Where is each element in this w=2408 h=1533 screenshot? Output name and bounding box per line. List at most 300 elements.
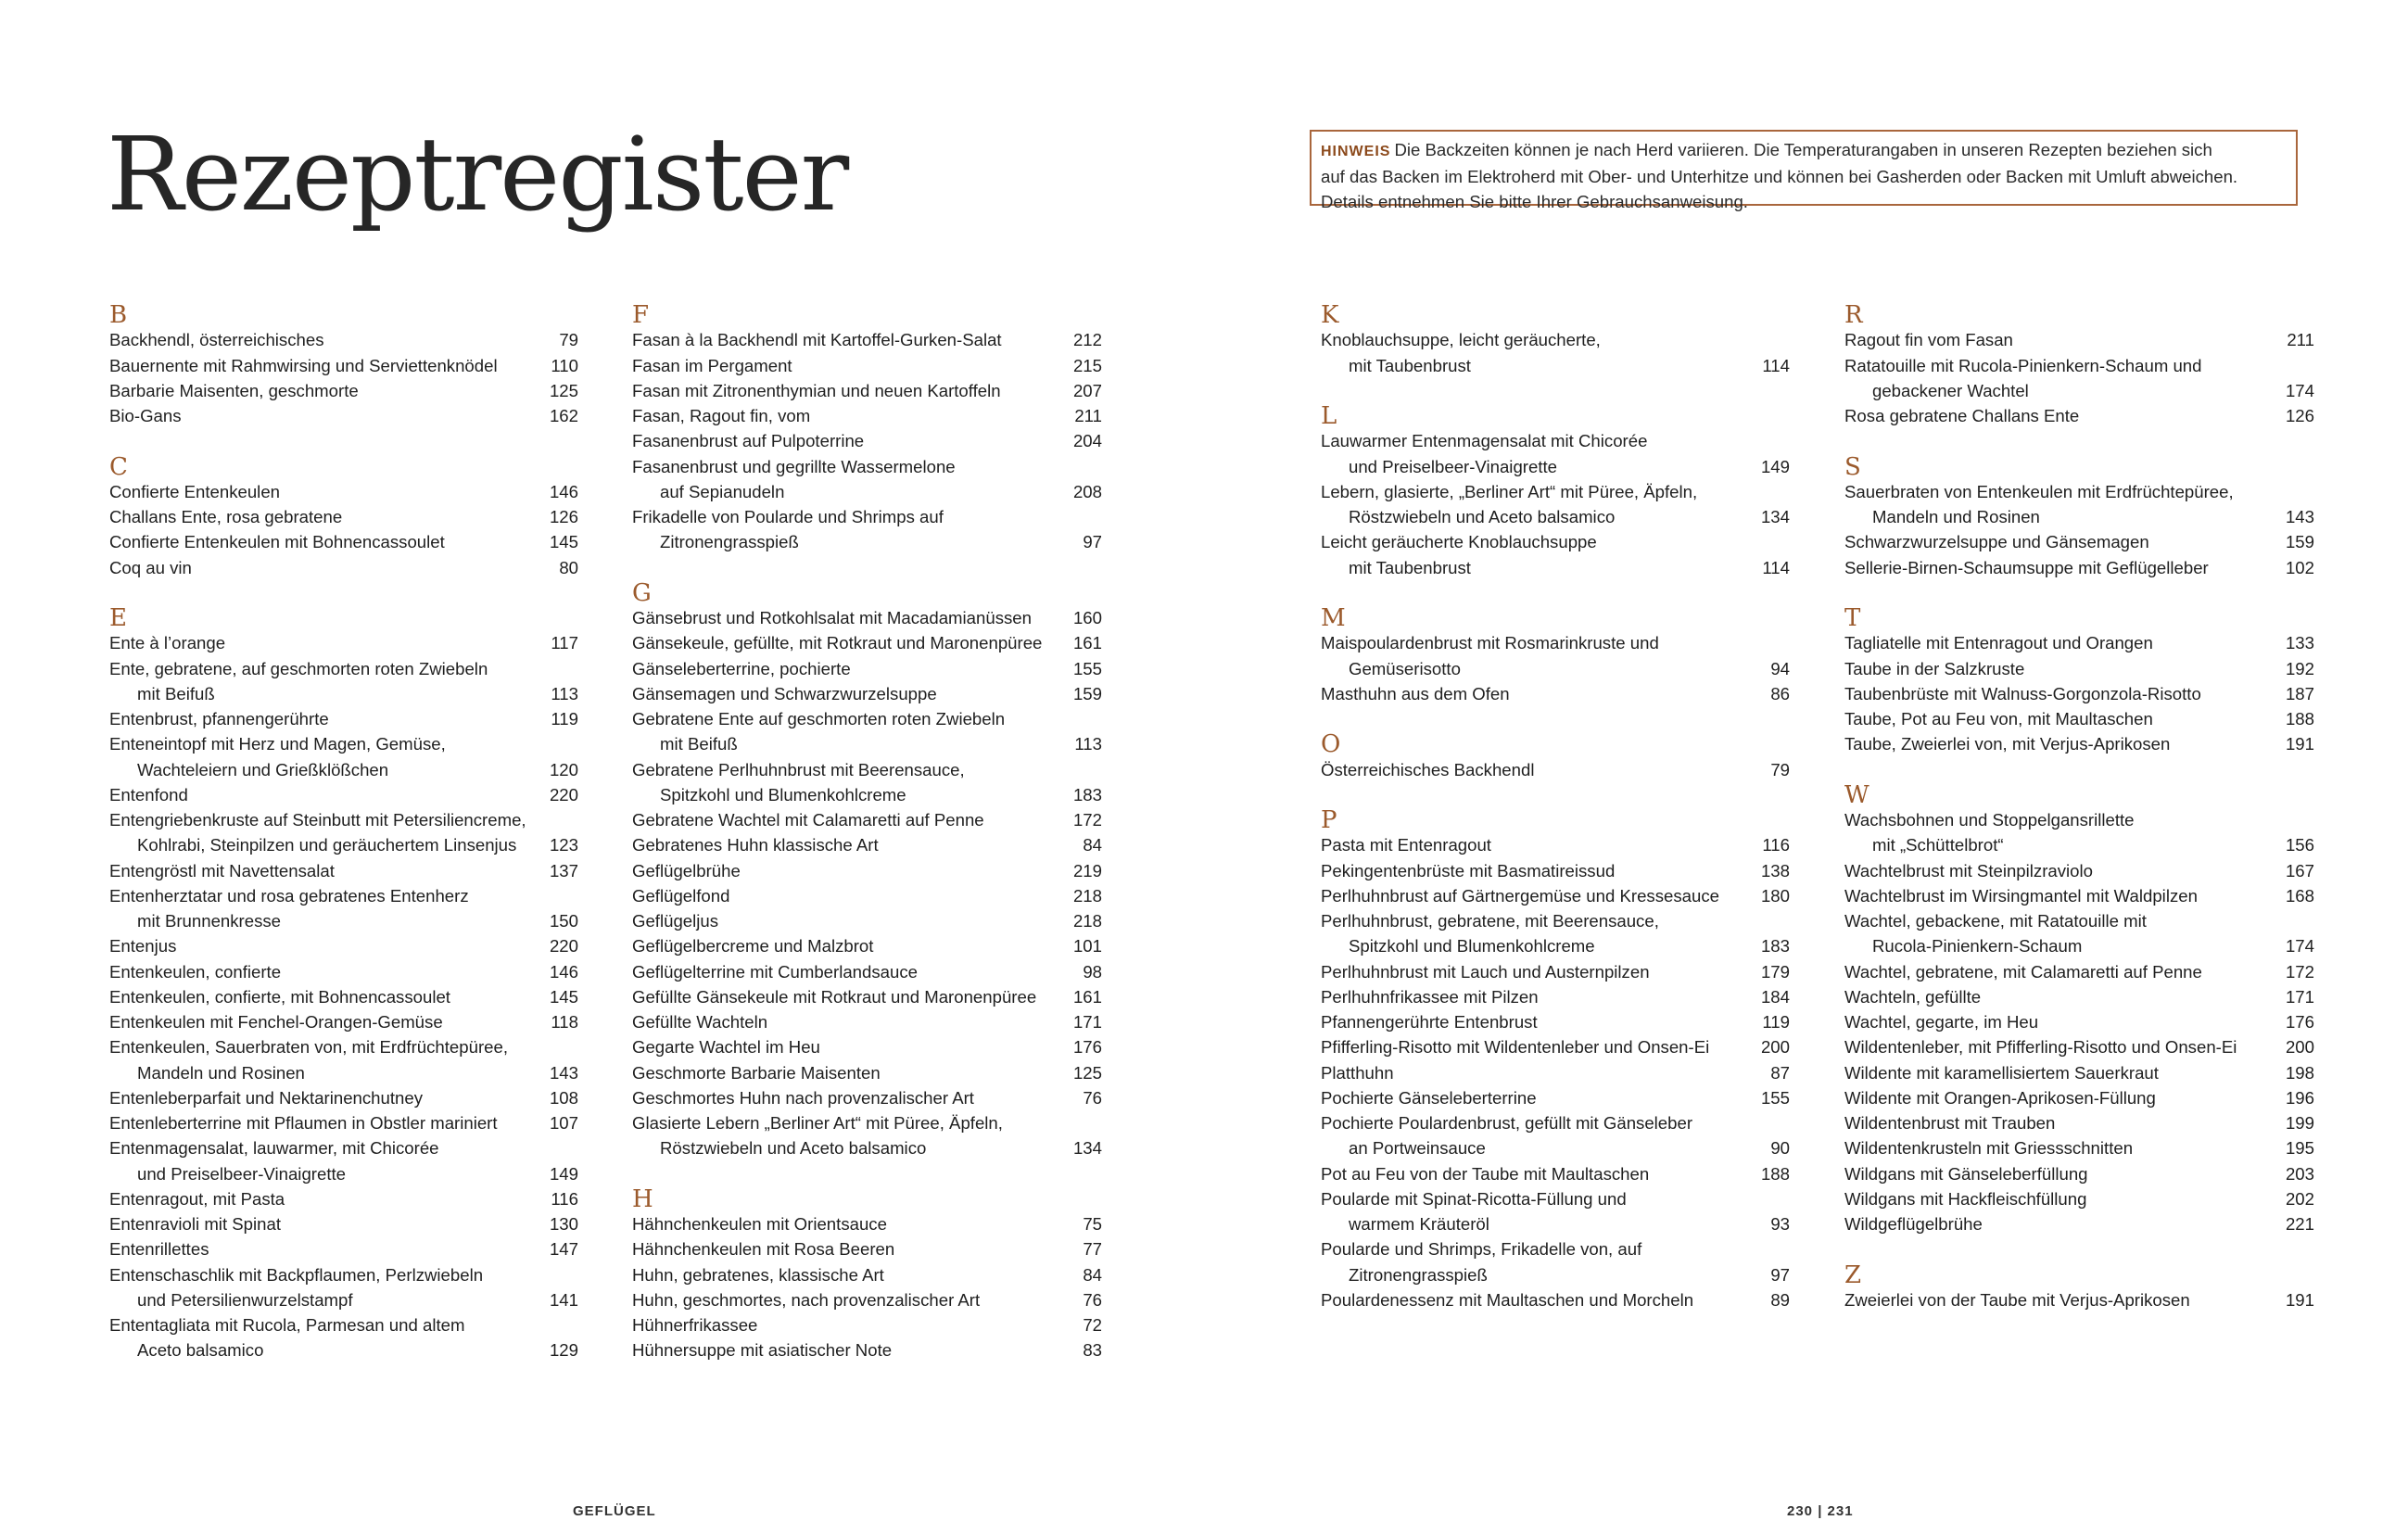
- index-entry: [1844, 807, 2314, 858]
- entry-page-number: 150: [549, 911, 578, 931]
- entry-continuation: auf Sepianudeln: [660, 481, 785, 501]
- entry-page-number: 119: [551, 709, 578, 728]
- entry-name: Gegarte Wachtel im Heu: [632, 1037, 820, 1058]
- entry-name: Gänsebrust und Rotkohlsalat mit Macadamianüssen: [632, 608, 1032, 627]
- entry-continuation: Kohlrabi, Steinpilzen und geräuchertem Linsenjus: [137, 835, 517, 855]
- entry-page-number: 183: [1072, 784, 1102, 805]
- entry-page-number: 155: [1760, 1087, 1790, 1108]
- index-entry: [109, 555, 578, 580]
- entry-continuation: mit Beifuß: [137, 683, 215, 703]
- entry-page-number: 102: [2285, 557, 2314, 577]
- entry-name: Wachtel, gebratene, mit Calamaretti auf Penne: [1844, 961, 2202, 982]
- entry-page-number: 161: [1072, 633, 1102, 653]
- entry-page-number: 143: [549, 1062, 578, 1083]
- entry-continuation: Rucola-Pinienkern-Schaum: [1872, 936, 2083, 957]
- section-letter: E: [109, 604, 127, 632]
- entry-name: Bio-Gans: [109, 406, 182, 425]
- entry-page-number: 176: [1072, 1037, 1102, 1058]
- section-letter: K: [1321, 301, 1339, 329]
- index-entry: [632, 1110, 1102, 1161]
- entry-page-number: 118: [551, 1012, 578, 1032]
- index-entry: [1844, 327, 2314, 352]
- entry-name: Huhn, gebratenes, klassische Art: [632, 1264, 884, 1285]
- entry-name: Entengröstl mit Navettensalat: [109, 860, 335, 881]
- index-entry: [1844, 1287, 2314, 1312]
- entry-continuation: Röstzwiebeln und Aceto balsamico: [660, 1138, 927, 1159]
- entry-page-number: 101: [1072, 936, 1102, 957]
- index-entry: [1844, 479, 2314, 530]
- index-entry: [1321, 1287, 1790, 1312]
- entry-name: Gebratene Ente auf geschmorten roten Zwiebeln: [632, 709, 1006, 728]
- entry-page-number: 119: [1762, 1012, 1790, 1032]
- entry-continuation: Spitzkohl und Blumenkohlcreme: [1349, 936, 1595, 957]
- entry-page-number: 204: [1072, 431, 1102, 451]
- entry-page-number: 200: [1760, 1037, 1790, 1058]
- entry-name: Entenherztatar und rosa gebratenes Entenherz: [109, 885, 469, 906]
- entry-name: Geflügeljus: [632, 911, 719, 931]
- section-letter: O: [1321, 730, 1341, 759]
- index-entry: [109, 1312, 578, 1363]
- entry-page-number: 84: [1083, 1264, 1102, 1285]
- entry-name: Entenragout, mit Pasta: [109, 1188, 285, 1209]
- entry-page-number: 107: [549, 1113, 578, 1133]
- index-entry: [1844, 858, 2314, 883]
- entry-name: Geschmorte Barbarie Maisenten: [632, 1062, 881, 1083]
- entry-page-number: 176: [2285, 1012, 2314, 1032]
- index-entry: [1844, 984, 2314, 1009]
- entry-name: Glasierte Lebern „Berliner Art“ mit Püree, Äpfeln,: [632, 1113, 1003, 1133]
- index-entry: [109, 1262, 578, 1313]
- entry-name: Wachtel, gebackene, mit Ratatouille mit: [1844, 911, 2147, 931]
- entry-page-number: 159: [2285, 532, 2314, 552]
- index-entry: [1844, 1186, 2314, 1211]
- index-entry: [632, 403, 1102, 428]
- index-entry: [109, 1135, 578, 1186]
- entry-name: Geflügelbrühe: [632, 860, 741, 881]
- index-section: [109, 302, 578, 428]
- entry-page-number: 129: [549, 1340, 578, 1361]
- entry-page-number: 126: [2285, 406, 2314, 425]
- entry-page-number: 218: [1072, 885, 1102, 906]
- index-entry: [1321, 858, 1790, 883]
- entry-name: Frikadelle von Poularde und Shrimps auf: [632, 507, 944, 526]
- index-section: [1844, 454, 2314, 580]
- entry-name: Pekingentenbrüste mit Basmatireissud: [1321, 860, 1616, 881]
- index-column-2: [632, 302, 1102, 1363]
- entry-name: Backhendl, österreichisches: [109, 330, 324, 350]
- entry-name: Wildgeflügelbrühe: [1844, 1214, 1983, 1234]
- index-column-1: [109, 302, 578, 1363]
- entry-name: Pasta mit Entenragout: [1321, 835, 1491, 855]
- entry-name: Confierte Entenkeulen mit Bohnencassoulet: [109, 532, 445, 552]
- index-entry: [1844, 555, 2314, 580]
- index-entry: [1844, 529, 2314, 554]
- index-entry: [1321, 1110, 1790, 1161]
- index-entry: [109, 933, 578, 958]
- entry-page-number: 76: [1083, 1289, 1102, 1310]
- entry-page-number: 145: [549, 986, 578, 1007]
- entry-name: Bauernente mit Rahmwirsing und Serviettenknödel: [109, 355, 498, 375]
- footer-page-numbers: 230 | 231: [1787, 1503, 1854, 1519]
- entry-name: Gefüllte Gänsekeule mit Rotkraut und Maronenpüree: [632, 986, 1037, 1007]
- entry-continuation: Mandeln und Rosinen: [137, 1062, 305, 1083]
- index-entry: [632, 1287, 1102, 1312]
- entry-name: Hähnchenkeulen mit Orientsauce: [632, 1214, 887, 1234]
- entry-page-number: 187: [2285, 683, 2314, 703]
- index-column-4: [1844, 302, 2314, 1312]
- hint-line-text: Die Backzeiten können je nach Herd variieren. Die Temperaturangaben in unseren Rezepten beziehen sich: [1394, 140, 2212, 159]
- index-section: [109, 454, 578, 580]
- index-entry: [632, 1034, 1102, 1059]
- index-section: [1844, 1262, 2314, 1313]
- entry-page-number: 174: [2285, 380, 2314, 400]
- entry-page-number: 156: [2285, 835, 2314, 855]
- entry-continuation: warmem Kräuteröl: [1349, 1214, 1489, 1234]
- entry-page-number: 130: [549, 1214, 578, 1234]
- entry-page-number: 84: [1083, 835, 1102, 855]
- index-entry: [1321, 959, 1790, 984]
- entry-page-number: 167: [2285, 860, 2314, 881]
- entry-name: Wildentenleber, mit Pfifferling-Risotto und Onsen-Ei: [1844, 1037, 2237, 1058]
- entry-continuation: und Preiselbeer-Vinaigrette: [137, 1163, 346, 1184]
- entry-name: Zweierlei von der Taube mit Verjus-Aprikosen: [1844, 1289, 2190, 1310]
- entry-name: Perlhuhnbrust mit Lauch und Austernpilzen: [1321, 961, 1650, 982]
- entry-name: Pochierte Poulardenbrust, gefüllt mit Gänseleber: [1321, 1113, 1693, 1133]
- entry-name: Taube, Pot au Feu von, mit Maultaschen: [1844, 709, 2153, 728]
- section-letter: G: [632, 578, 652, 607]
- entry-name: Entengriebenkruste auf Steinbutt mit Petersiliencreme,: [109, 810, 526, 830]
- entry-name: Entenbrust, pfannengerührte: [109, 709, 329, 728]
- entry-name: Gebratene Perlhuhnbrust mit Beerensauce,: [632, 759, 965, 779]
- entry-page-number: 79: [559, 330, 578, 350]
- entry-page-number: 199: [2285, 1113, 2314, 1133]
- entry-name: Confierte Entenkeulen: [109, 481, 280, 501]
- entry-page-number: 211: [1074, 406, 1102, 425]
- entry-continuation: und Petersilienwurzelstampf: [137, 1289, 353, 1310]
- entry-page-number: 89: [1770, 1289, 1790, 1310]
- index-section: [1321, 807, 1790, 1312]
- entry-name: Masthuhn aus dem Ofen: [1321, 683, 1510, 703]
- index-entry: [1844, 403, 2314, 428]
- entry-name: Huhn, geschmortes, nach provenzalischer Art: [632, 1289, 981, 1310]
- entry-name: Pfannengerührte Entenbrust: [1321, 1012, 1538, 1032]
- index-entry: [1321, 883, 1790, 908]
- index-entry: [632, 630, 1102, 655]
- index-entry: [1321, 908, 1790, 959]
- entry-page-number: 179: [1760, 961, 1790, 982]
- entry-name: Wachtel, gegarte, im Heu: [1844, 1012, 2039, 1032]
- index-entry: [632, 757, 1102, 808]
- entry-page-number: 202: [2285, 1188, 2314, 1209]
- index-entry: [109, 731, 578, 782]
- entry-page-number: 108: [549, 1087, 578, 1108]
- hint-text: [1321, 137, 2296, 214]
- index-entry: [1321, 327, 1790, 378]
- entry-page-number: 110: [551, 355, 578, 375]
- entry-name: Taube, Zweierlei von, mit Verjus-Aprikosen: [1844, 734, 2171, 754]
- entry-name: Lebern, glasierte, „Berliner Art“ mit Püree, Äpfeln,: [1321, 481, 1698, 501]
- entry-name: Wildente mit Orangen-Aprikosen-Füllung: [1844, 1087, 2156, 1108]
- index-entry: [1844, 1034, 2314, 1059]
- entry-name: Pfifferling-Risotto mit Wildentenleber und Onsen-Ei: [1321, 1037, 1710, 1058]
- entry-continuation: Zitronengrasspieß: [1349, 1264, 1488, 1285]
- entry-name: Entenschaschlik mit Backpflaumen, Perlzwiebeln: [109, 1264, 484, 1285]
- entry-page-number: 114: [1762, 355, 1790, 375]
- entry-name: Fasan mit Zitronenthymian und neuen Kartoffeln: [632, 380, 1001, 400]
- index-entry: [1844, 959, 2314, 984]
- entry-name: Fasan, Ragout fin, vom: [632, 406, 811, 425]
- entry-page-number: 116: [1762, 835, 1790, 855]
- entry-name: Wachteln, gefüllte: [1844, 986, 1982, 1007]
- index-entry: [109, 807, 578, 858]
- entry-name: Poularde und Shrimps, Frikadelle von, auf: [1321, 1239, 1642, 1260]
- entry-page-number: 171: [1072, 1012, 1102, 1032]
- index-entry: [1844, 1161, 2314, 1186]
- entry-continuation: gebackener Wachtel: [1872, 380, 2029, 400]
- entry-name: Wildentenbrust mit Trauben: [1844, 1113, 2056, 1133]
- index-entry: [632, 832, 1102, 857]
- entry-page-number: 134: [1760, 507, 1790, 526]
- index-entry: [1321, 681, 1790, 706]
- entry-name: Entenleberterrine mit Pflaumen in Obstler mariniert: [109, 1113, 498, 1133]
- entry-name: Coq au vin: [109, 557, 192, 577]
- entry-page-number: 168: [2285, 885, 2314, 906]
- index-entry: [109, 1085, 578, 1110]
- hint-line: [1321, 137, 2296, 164]
- index-entry: [109, 858, 578, 883]
- index-entry: [632, 681, 1102, 706]
- entry-page-number: 80: [559, 557, 578, 577]
- entry-page-number: 141: [549, 1289, 578, 1310]
- index-entry: [632, 1009, 1102, 1034]
- index-entry: [109, 1186, 578, 1211]
- index-entry: [109, 529, 578, 554]
- entry-page-number: 117: [551, 633, 578, 653]
- index-entry: [1844, 656, 2314, 681]
- entry-continuation: mit Taubenbrust: [1349, 557, 1471, 577]
- entry-continuation: Röstzwiebeln und Aceto balsamico: [1349, 507, 1616, 526]
- entry-page-number: 200: [2285, 1037, 2314, 1058]
- index-entry: [109, 984, 578, 1009]
- index-entry: [632, 1337, 1102, 1362]
- entry-page-number: 72: [1083, 1315, 1102, 1335]
- entry-continuation: Aceto balsamico: [137, 1340, 264, 1361]
- index-section: [1321, 605, 1790, 706]
- entry-page-number: 94: [1770, 658, 1790, 678]
- hint-line: Details entnehmen Sie bitte Ihrer Gebrauchsanweisung.: [1321, 192, 1748, 211]
- index-entry: [1844, 706, 2314, 731]
- entry-name: Geflügelbercreme und Malzbrot: [632, 936, 874, 957]
- index-column-3: [1321, 302, 1790, 1312]
- index-entry: [1844, 630, 2314, 655]
- index-entry: [632, 1236, 1102, 1261]
- index-entry: [109, 1110, 578, 1135]
- index-entry: [632, 706, 1102, 757]
- index-entry: [632, 605, 1102, 630]
- index-entry: [1321, 1009, 1790, 1034]
- entry-page-number: 87: [1770, 1062, 1790, 1083]
- index-entry: [1844, 1110, 2314, 1135]
- entry-name: Lauwarmer Entenmagensalat mit Chicorée: [1321, 431, 1648, 451]
- entry-name: Knoblauchsuppe, leicht geräucherte,: [1321, 330, 1601, 350]
- entry-name: Fasanenbrust und gegrillte Wassermelone: [632, 456, 956, 476]
- section-letter: H: [632, 1185, 653, 1213]
- entry-continuation: Spitzkohl und Blumenkohlcreme: [660, 784, 906, 805]
- index-entry: [109, 327, 578, 352]
- entry-name: Gänsekeule, gefüllte, mit Rotkraut und Maronenpüree: [632, 633, 1043, 653]
- section-letter: Z: [1844, 1261, 1862, 1289]
- entry-name: Sauerbraten von Entenkeulen mit Erdfrüchtepüree,: [1844, 481, 2234, 501]
- entry-name: Wildentenkrusteln mit Griessschnitten: [1844, 1138, 2134, 1159]
- index-entry: [109, 353, 578, 378]
- entry-name: Platthuhn: [1321, 1062, 1394, 1083]
- entry-name: Wachsbohnen und Stoppelgansrillette: [1844, 810, 2135, 830]
- entry-page-number: 196: [2285, 1087, 2314, 1108]
- entry-page-number: 126: [549, 507, 578, 526]
- entry-name: Geflügelterrine mit Cumberlandsauce: [632, 961, 918, 982]
- index-entry: [632, 1060, 1102, 1085]
- entry-page-number: 188: [2285, 709, 2314, 728]
- entry-name: Hähnchenkeulen mit Rosa Beeren: [632, 1239, 895, 1260]
- hint-line: auf das Backen im Elektroherd mit Ober- und Unterhitze und können bei Gasherden oder Backen mit Umluft abweichen.: [1321, 167, 2238, 186]
- entry-page-number: 215: [1072, 355, 1102, 375]
- entry-page-number: 93: [1770, 1214, 1790, 1234]
- entry-name: Gänseleberterrine, pochierte: [632, 658, 851, 678]
- entry-page-number: 172: [1072, 810, 1102, 830]
- section-letter: P: [1321, 806, 1337, 834]
- index-entry: [632, 656, 1102, 681]
- entry-page-number: 147: [549, 1239, 578, 1260]
- entry-name: Gefüllte Wachteln: [632, 1012, 768, 1032]
- index-entry: [1321, 757, 1790, 782]
- entry-name: Wachtelbrust im Wirsingmantel mit Waldpilzen: [1844, 885, 2198, 906]
- entry-page-number: 137: [549, 860, 578, 881]
- index-entry: [109, 378, 578, 403]
- entry-page-number: 192: [2285, 658, 2314, 678]
- index-entry: [1844, 1135, 2314, 1160]
- index-entry: [632, 327, 1102, 352]
- entry-continuation: Zitronengrasspieß: [660, 532, 799, 552]
- entry-page-number: 149: [549, 1163, 578, 1184]
- entry-name: Wildgans mit Hackfleischfüllung: [1844, 1188, 2087, 1209]
- index-section: [1321, 731, 1790, 782]
- entry-page-number: 113: [551, 683, 578, 703]
- entry-page-number: 188: [1760, 1163, 1790, 1184]
- entry-name: Österreichisches Backhendl: [1321, 759, 1535, 779]
- index-entry: [1844, 1009, 2314, 1034]
- entry-name: Entenrillettes: [109, 1239, 209, 1260]
- entry-page-number: 220: [549, 936, 578, 957]
- entry-page-number: 83: [1083, 1340, 1102, 1361]
- index-section: [1844, 605, 2314, 757]
- index-entry: [109, 656, 578, 707]
- entry-name: Gebratenes Huhn klassische Art: [632, 835, 879, 855]
- index-entry: [1321, 1186, 1790, 1237]
- entry-name: Pochierte Gänseleberterrine: [1321, 1087, 1537, 1108]
- entry-page-number: 113: [1074, 734, 1102, 754]
- entry-continuation: an Portweinsauce: [1349, 1138, 1486, 1159]
- entry-page-number: 146: [549, 481, 578, 501]
- index-entry: [1321, 984, 1790, 1009]
- section-letter: W: [1844, 780, 1869, 809]
- section-letter: L: [1321, 402, 1337, 430]
- entry-name: Entenfond: [109, 784, 188, 805]
- entry-page-number: 90: [1770, 1138, 1790, 1159]
- entry-name: Poulardenessenz mit Maultaschen und Morcheln: [1321, 1289, 1694, 1310]
- entry-name: Sellerie-Birnen-Schaumsuppe mit Geflügelleber: [1844, 557, 2209, 577]
- hint-label: HINWEIS: [1321, 144, 1391, 159]
- entry-page-number: 97: [1083, 532, 1102, 552]
- entry-name: Fasanenbrust auf Pulpoterrine: [632, 431, 865, 451]
- index-entry: [109, 959, 578, 984]
- index-entry: [632, 428, 1102, 453]
- entry-name: Entenkeulen, Sauerbraten von, mit Erdfrüchtepüree,: [109, 1037, 508, 1058]
- entry-name: Ragout fin vom Fasan: [1844, 330, 2013, 350]
- entry-name: Wildente mit karamellisiertem Sauerkraut: [1844, 1062, 2159, 1083]
- entry-name: Ententagliata mit Rucola, Parmesan und altem: [109, 1315, 465, 1335]
- entry-continuation: Wachteleiern und Grießklößchen: [137, 759, 389, 779]
- footer-section-name: GEFLÜGEL: [573, 1503, 656, 1519]
- entry-name: Wildgans mit Gänseleberfüllung: [1844, 1163, 2088, 1184]
- entry-page-number: 76: [1083, 1087, 1102, 1108]
- entry-page-number: 116: [551, 1188, 578, 1209]
- entry-continuation: mit Taubenbrust: [1349, 355, 1471, 375]
- entry-continuation: mit Beifuß: [660, 734, 738, 754]
- entry-page-number: 114: [1762, 557, 1790, 577]
- entry-name: Hühnersuppe mit asiatischer Note: [632, 1340, 893, 1361]
- index-entry: [109, 1236, 578, 1261]
- section-letter: M: [1321, 604, 1346, 632]
- entry-name: Entenkeulen, confierte, mit Bohnencassoulet: [109, 986, 450, 1007]
- entry-name: Taubenbrüste mit Walnuss-Gorgonzola-Risotto: [1844, 683, 2201, 703]
- index-entry: [1844, 353, 2314, 404]
- index-entry: [632, 378, 1102, 403]
- entry-page-number: 212: [1072, 330, 1102, 350]
- entry-page-number: 195: [2285, 1138, 2314, 1159]
- index-entry: [632, 959, 1102, 984]
- index-entry: [632, 1211, 1102, 1236]
- entry-page-number: 162: [549, 406, 578, 425]
- index-entry: [1844, 883, 2314, 908]
- index-entry: [632, 504, 1102, 555]
- index-entry: [1844, 1060, 2314, 1085]
- index-entry: [632, 454, 1102, 505]
- entry-name: Perlhuhnfrikassee mit Pilzen: [1321, 986, 1539, 1007]
- entry-page-number: 125: [1072, 1062, 1102, 1083]
- entry-page-number: 77: [1083, 1239, 1102, 1260]
- entry-page-number: 79: [1770, 759, 1790, 779]
- entry-page-number: 146: [549, 961, 578, 982]
- entry-name: Perlhuhnbrust, gebratene, mit Beerensauce,: [1321, 911, 1659, 931]
- section-letter: S: [1844, 452, 1861, 481]
- index-section: [1844, 302, 2314, 428]
- entry-page-number: 143: [2285, 507, 2314, 526]
- entry-name: Entenkeulen mit Fenchel-Orangen-Gemüse: [109, 1012, 443, 1032]
- index-entry: [1321, 1236, 1790, 1287]
- index-entry: [1321, 1034, 1790, 1059]
- entry-continuation: mit „Schüttelbrot“: [1872, 835, 2004, 855]
- entry-page-number: 198: [2285, 1062, 2314, 1083]
- index-entry: [109, 782, 578, 807]
- entry-name: Entenleberparfait und Nektarinenchutney: [109, 1087, 424, 1108]
- entry-name: Hühnerfrikassee: [632, 1315, 758, 1335]
- entry-continuation: Gemüserisotto: [1349, 658, 1461, 678]
- index-entry: [1321, 630, 1790, 681]
- entry-page-number: 218: [1072, 911, 1102, 931]
- index-section: [109, 605, 578, 1363]
- index-entry: [1844, 908, 2314, 959]
- section-letter: R: [1844, 301, 1863, 329]
